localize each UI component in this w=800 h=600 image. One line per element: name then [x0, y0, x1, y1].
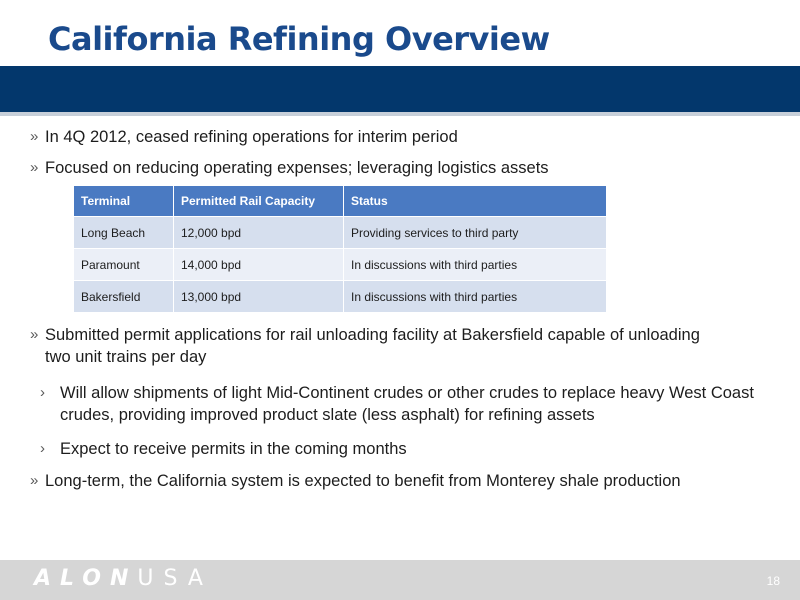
slide-title: California Refining Overview — [48, 20, 550, 58]
sub-bullet-marker: › — [40, 440, 45, 457]
table-header-row — [74, 186, 607, 217]
sub-bullet-text: Will allow shipments of light Mid-Continent crudes or other crudes to replace heavy West Coast crudes, providing improved product slate (less asphalt) for refining assets — [60, 384, 754, 424]
bullet-item — [30, 126, 458, 148]
column-header: Terminal — [74, 186, 174, 217]
alon-usa-logo — [34, 566, 213, 591]
table-row — [74, 217, 607, 249]
table-cell: 12,000 bpd — [174, 217, 344, 249]
table-cell: Paramount — [74, 249, 174, 281]
sub-bullet-marker: › — [40, 384, 45, 401]
bullet-text: Focused on reducing operating expenses; leveraging logistics assets — [45, 159, 549, 177]
logo-alon-text: ALON — [34, 566, 138, 591]
title-bar — [0, 66, 800, 116]
table-row — [74, 281, 607, 313]
bullet-item — [30, 470, 681, 492]
table-cell: In discussions with third parties — [344, 249, 607, 281]
column-header: Status — [344, 186, 607, 217]
footer-bar — [0, 560, 800, 600]
bullet-marker: » — [30, 128, 39, 145]
table-cell: Bakersfield — [74, 281, 174, 313]
page-number: 18 — [766, 574, 780, 588]
sub-bullet-item — [40, 438, 407, 460]
column-header: Permitted Rail Capacity — [174, 186, 344, 217]
table-cell: Long Beach — [74, 217, 174, 249]
table-row — [74, 249, 607, 281]
sub-bullet-text: Expect to receive permits in the coming months — [60, 440, 407, 458]
bullet-text: Submitted permit applications for rail unloading facility at Bakersfield capable of unloading two unit trains per day — [45, 326, 700, 366]
bullet-marker: » — [30, 159, 39, 176]
bullet-text: Long-term, the California system is expected to benefit from Monterey shale production — [45, 472, 681, 490]
sub-bullet-item — [40, 382, 760, 426]
bullet-marker: » — [30, 472, 39, 489]
bullet-text: In 4Q 2012, ceased refining operations for interim period — [45, 128, 458, 146]
table-cell: 14,000 bpd — [174, 249, 344, 281]
table-cell: 13,000 bpd — [174, 281, 344, 313]
bullet-item — [30, 157, 549, 179]
terminal-table — [74, 186, 607, 312]
logo-usa-text: USA — [137, 566, 213, 591]
bullet-item — [30, 324, 710, 368]
bullet-marker: » — [30, 326, 39, 343]
table-cell: Providing services to third party — [344, 217, 607, 249]
table-cell: In discussions with third parties — [344, 281, 607, 313]
